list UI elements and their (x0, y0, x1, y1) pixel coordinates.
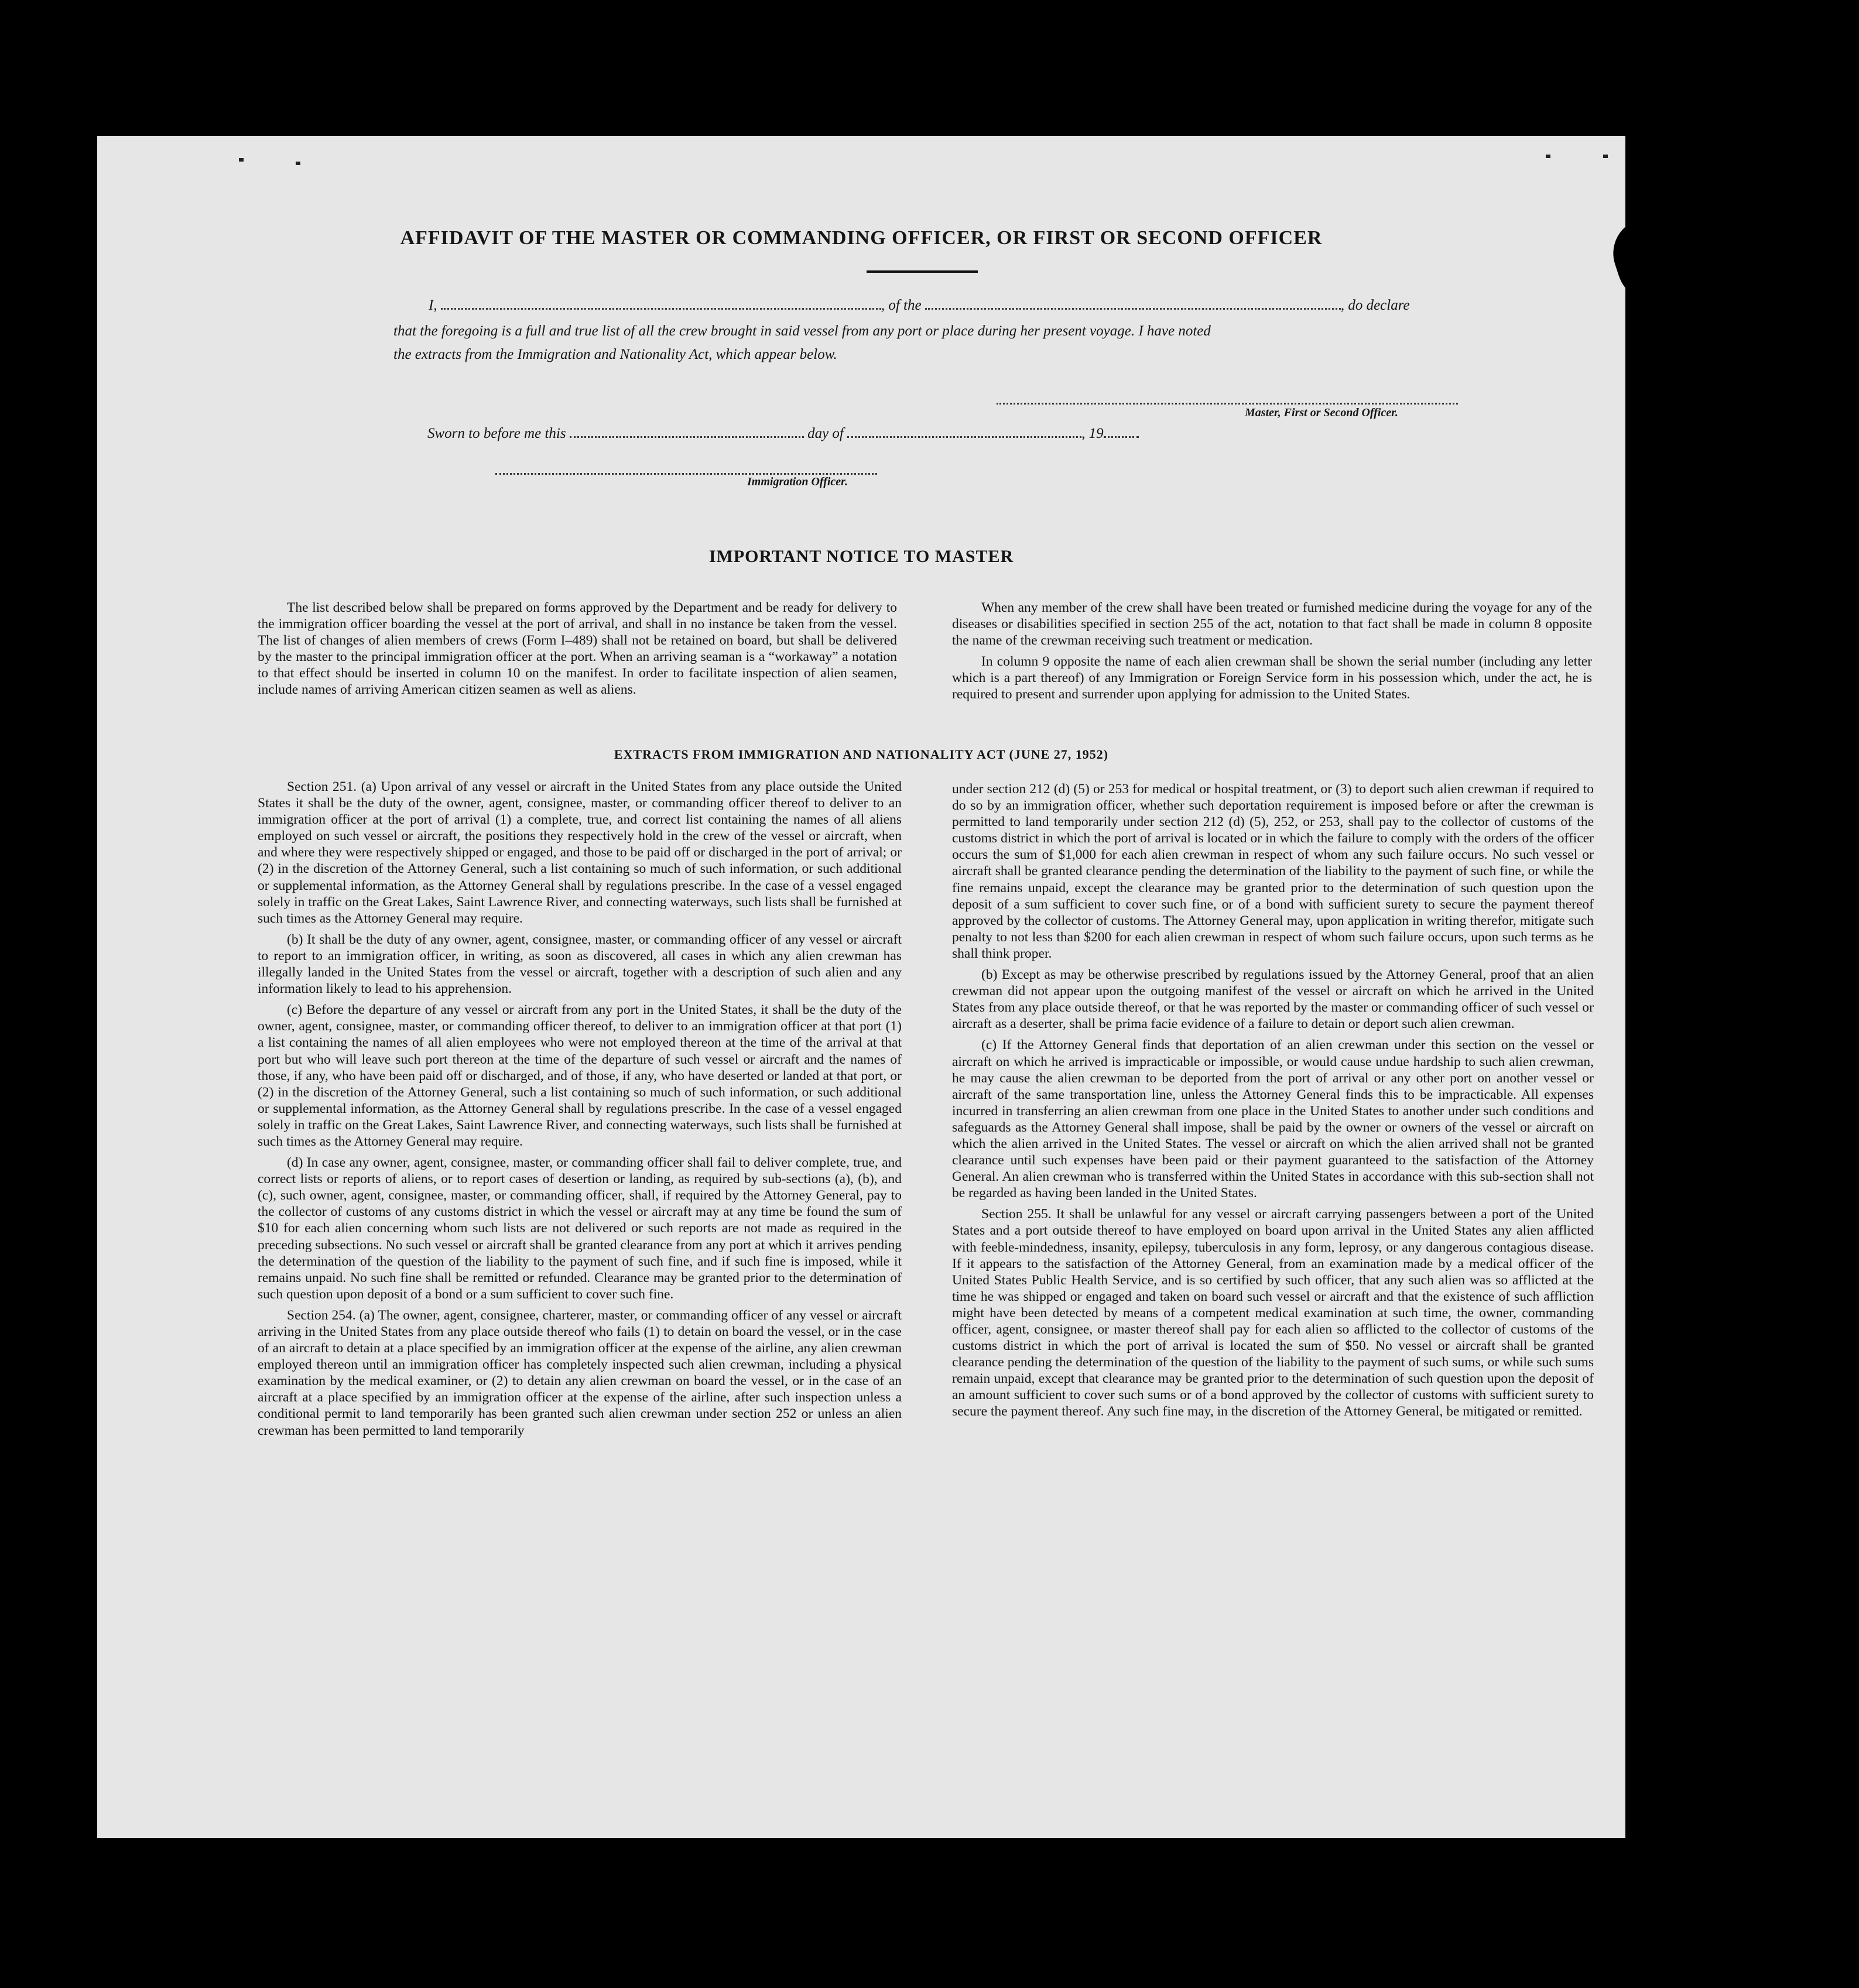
sworn-day-field[interactable] (570, 424, 804, 438)
declaration-text-line-2: that the foregoing is a full and true list of all the crew brought in said vessel from any port or place during her present voyage. I have noted (393, 323, 1211, 339)
punch-hole (1687, 279, 1713, 304)
affidavit-title: AFFIDAVIT OF THE MASTER OR COMMANDING OFFICER, OR FIRST OR SECOND OFFICER (400, 227, 1323, 249)
officer-signature-caption: Immigration Officer. (747, 475, 848, 488)
sworn-line (427, 424, 1139, 442)
punch-hole (1687, 1677, 1713, 1702)
punch-hole (1687, 364, 1713, 390)
section-254-c: (c) If the Attorney General finds that deportation of an alien crewman under this section on the vessel or aircraft on which he arrived is impracticable or impossible, or would cause undue hardship to such alien crewman, he may cause the alien crewman to be deported from the port of arrival or any other port on another vessel or aircraft of the same transportation line, unless the Attorney General finds this to be impracticable. All expenses incurred in transferring an alien crewman from one place in the United States to another under such conditions and safeguards as the Attorney General shall impose, shall be paid by the owner or owners of the vessel or aircraft on which the alien arrived in the United States. The vessel or aircraft on which the alien arrived shall not be granted clearance until such expenses have been paid or their payment guaranteed to the satisfaction of the Attorney General. An alien crewman who is transferred within the United States in accordance with this sub-section shall not be regarded as having been landed in the United States. (952, 1037, 1594, 1201)
punch-hole (1687, 726, 1713, 752)
declaration-i: I, (429, 297, 437, 313)
extracts-right-column (952, 781, 1594, 1425)
extracts-left-column (258, 779, 902, 1444)
master-signature-caption: Master, First or Second Officer. (1245, 406, 1398, 419)
declaration-of-the: , of the (881, 297, 922, 313)
sworn-month-field[interactable] (847, 424, 1081, 438)
section-254-a-continued: under section 212 (d) (5) or 253 for medical or hospital treatment, or (3) to deport such alien crewman if required to do so by an immigration officer, whether such deportation requirement is imposed before or after the crewman is permitted to land temporarily under section 212 (d) (5), 252, or 253, shall pay to the collector of customs of the customs district in which the port of arrival is located or in which the failure to comply with the orders of the officer occurs the sum of $1,000 for each alien crewman in respect of whom any such failure occurs. No such vessel or aircraft shall be granted clearance pending the determination of the liability to the payment of such fine, or while the fine remains unpaid, except the clearance may be granted prior to the determination of such question upon the deposit of a sum sufficient to cover such fine, or of a bond with sufficient surety to secure the payment thereof approved by the collector of customs. The Attorney General may, upon application in writing therefor, mitigate such penalty to not less than $200 for each alien crewman in respect of whom such failure occurs, upon such terms as he shall think proper. (952, 782, 1594, 961)
scan-speck (1603, 155, 1608, 158)
notice-title: IMPORTANT NOTICE TO MASTER (708, 547, 1014, 566)
year-label: , 19 (1081, 426, 1104, 441)
scan-speck (1546, 155, 1550, 158)
declaration-line (429, 296, 1454, 314)
master-signature-line[interactable] (997, 403, 1458, 405)
vessel-field[interactable] (925, 296, 1341, 310)
extracts-title: EXTRACTS FROM IMMIGRATION AND NATIONALITY ACT (JUNE 27, 1952) (614, 747, 1109, 762)
notice-paragraph: In column 9 opposite the name of each alien crewman shall be shown the serial number (including any letter which is a part thereof) of any Immigration or Foreign Service form in his possession which, under the act, he is required to present and surrender upon applying for admission to the United States. (952, 654, 1592, 702)
section-254-a: Section 254. (a) The owner, agent, consignee, charterer, master, or commanding officer of any vessel or aircraft arriving in the United States from any place outside thereof who fails (1) to detain on board the vessel, or in the case of an aircraft to detain at a place specified by an immigration officer at the expense of the airline, any alien crewman employed thereon until an immigration officer has completely inspected such alien crewman, including a physical examination by the medical examiner, or (2) to detain any alien crewman on board the vessel, or in the case of an aircraft at a place specified by an immigration officer at the expense of the airline, after such inspection unless a conditional permit to land temporarily has been granted such alien crewman under section 252 or unless an alien crewman has been permitted to land temporarily (258, 1307, 902, 1438)
section-251-a: Section 251. (a) Upon arrival of any vessel or aircraft in the United States from any place outside the United States it shall be the duty of the owner, agent, consignee, master, or commanding officer thereof to deliver to an immigration officer at the port of arrival (1) a complete, true, and correct list containing the names of all aliens employed on such vessel or aircraft, the positions they respectively hold in the crew of the vessel or aircraft, when and where they were respectively shipped or engaged, and those to be paid off or discharged in the port of arrival; or (2) in the discretion of the Attorney General, such a list containing so much of such information, or such additional or supplemental information, as the Attorney General shall by regulations prescribe. In the case of a vessel engaged solely in traffic on the Great Lakes, Saint Lawrence River, and connecting waterways, such lists shall be furnished at such times as the Attorney General may require. (258, 779, 902, 926)
sworn-year-field[interactable] (1104, 424, 1139, 438)
scan-speck (239, 158, 244, 162)
scan-speck (296, 162, 300, 165)
punch-hole (1687, 1591, 1713, 1617)
day-of-label: day of (807, 426, 844, 441)
notice-left-column (258, 599, 897, 703)
section-251-b: (b) It shall be the duty of any owner, agent, consignee, master, or commanding officer of any vessel or aircraft to report to an immigration officer, in writing, as soon as discovered, all cases in which any alien crewman has illegally landed in the United States from the vessel or aircraft, together with a description of such alien and any information likely to lead to his apprehension. (258, 931, 902, 997)
punch-hole (1687, 1314, 1713, 1339)
declaration-do-declare: , do declare (1340, 297, 1410, 313)
section-251-c: (c) Before the departure of any vessel or aircraft from any port in the United States, it shall be the duty of the owner, agent, consignee, master, or commanding officer thereof, to deliver to an immigration officer at that port (1) a list containing the names of all alien employees who were not employed thereon at the time of the arrival at that port but who will leave such port thereon at the time of the departure of such vessel or aircraft and the names of those, if any, who have been paid off or discharged, and of those, if any, who have deserted or landed at that port, or (2) in the discretion of the Attorney General, such a list containing so much of such information, or such additional or supplemental information, as the Attorney General shall by regulations prescribe. In the case of a vessel engaged solely in traffic on the Great Lakes, Saint Lawrence River, and connecting waterways, such lists shall be furnished at such times as the Attorney General may require. (258, 1002, 902, 1149)
section-255: Section 255. It shall be unlawful for any vessel or aircraft carrying passengers between a port of the United States and a port outside thereof to have employed on board upon arrival in the United States any alien afflicted with feeble-mindedness, insanity, epilepsy, tuberculosis in any form, leprosy, or any dangerous contagious disease. If it appears to the satisfaction of the Attorney General, from an examination made by a medical officer of the United States Public Health Service, and is so certified by such officer, that any such alien was so afflicted at the time he was shipped or engaged and taken on board such vessel or aircraft and that the existence of such affliction might have been detected by means of a competent medical examination at such time, the owner, commanding officer, agent, consignee, or master thereof shall pay for each alien so afflicted to the collector of customs of the customs district in which the port of arrival is located the sum of $50. No vessel or aircraft shall be granted clearance pending the determination of the question of the liability to the payment of such sums, or while such sums remain unpaid, except that clearance may be granted prior to the determination of such question upon the deposit of an amount sufficient to cover such sums or of a bond approved by the collector of customs with sufficient surety to secure the payment thereof. Any such fine may, in the discretion of the Attorney General, be mitigated or remitted. (952, 1206, 1594, 1420)
notice-paragraph: When any member of the crew shall have been treated or furnished medicine during the voyage for any of the diseases or disabilities specified in section 255 of the act, notation to that fact shall be made in column 8 opposite the name of the crewman receiving such treatment or medication. (952, 600, 1592, 649)
punch-hole (1687, 1229, 1713, 1255)
notice-paragraph: The list described below shall be prepared on forms approved by the Department and be ready for delivery to the immigration officer boarding the vessel at the port of arrival, and shall in no instance be taken from the vessel. The list of changes of alien members of crews (Form I–489) shall not be retained on board, but shall be delivered by the master to the principal immigration officer at the port. When an arriving seaman is a “workaway” a notation to that effect should be inserted in column 10 on the manifest. In order to facilitate inspection of alien seamen, include names of arriving American citizen seamen as well as aliens. (258, 600, 897, 698)
declaration-text-line-3: the extracts from the Immigration and Nationality Act, which appear below. (393, 347, 837, 362)
title-divider (867, 270, 978, 273)
name-field[interactable] (441, 296, 881, 310)
notice-right-column (952, 599, 1592, 708)
punch-hole (1687, 640, 1713, 666)
section-251-d: (d) In case any owner, agent, consignee, master, or commanding officer shall fail to deliver complete, true, and correct lists or reports of aliens, or to report cases of desertion or landing, as required by sub-sections (a), (b), and (c), such owner, agent, consignee, master, or commanding officer, shall, if required by the Attorney General, pay to the collector of customs of any customs district in which the vessel or aircraft may at any time be found the sum of $10 for each alien concerning whom such lists are not delivered or such reports are not made as required in the preceding subsections. No such vessel or aircraft shall be granted clearance from any port at which it arrives pending the determination of the question of the liability to the payment of such fine, and if such fine is imposed, while it remains unpaid. No such fine shall be remitted or refunded. Clearance may be granted prior to the determination of such question upon deposit of a bond or a sum sufficient to cover such fine. (258, 1155, 902, 1302)
sworn-label: Sworn to before me this (427, 426, 566, 441)
officer-signature-line[interactable] (495, 473, 877, 475)
section-254-b: (b) Except as may be otherwise prescribed by regulations issued by the Attorney General, proof that an alien crewman did not appear upon the outgoing manifest of the vessel or aircraft on which he arrived in the United States from any place outside thereof, or that he was reported by the master or commanding officer of such vessel or aircraft as a deserter, shall be prima facie evidence of a failure to detain or deport such alien crewman. (952, 967, 1594, 1032)
